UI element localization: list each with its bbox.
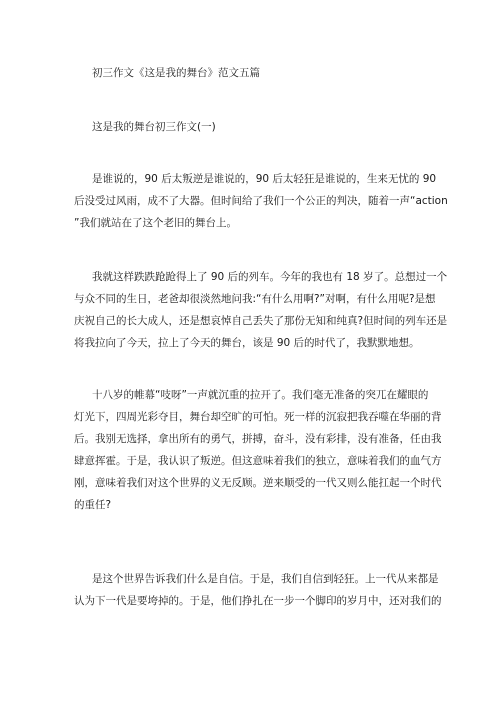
- paragraph-line: 后没受过风雨，成不了大器。但时间给了我们一个公正的判决，随着一声“action: [74, 195, 448, 207]
- paragraph-line: 肆意挥霍。于是，我认识了叛逆。但这意味着我们的独立，意味着我们的血气方: [74, 455, 442, 467]
- paragraph-line: 十八岁的帷幕“吱呀”一声就沉重的拉开了。我们毫无准备的突兀在耀眼的: [92, 389, 429, 401]
- paragraph-line: 灯光下，四周光彩夺目，舞台却空旷的可怕。死一样的沉寂把我吞噬在华丽的背: [74, 411, 442, 423]
- paragraph-line: 的重任?: [74, 499, 112, 511]
- paragraph-line: 后。我别无选择，拿出所有的勇气，拼搏，奋斗，没有彩排，没有准备，任由我: [74, 433, 442, 445]
- paragraph-1: [74, 168, 448, 234]
- paragraph-line: 是这个世界告诉我们什么是自信。于是，我们自信到轻狂。上一代从来都是: [92, 573, 439, 585]
- paragraph-line: 认为下一代是要垮掉的。于是，他们挣扎在一步一个脚印的岁月中，还对我们的: [74, 595, 442, 607]
- paragraph-line: 庆祝自己的长大成人，还是想哀悼自己丢失了那份无知和纯真?但时间的列车还是: [74, 315, 448, 327]
- paragraph-2: [74, 266, 448, 354]
- paragraph-line: 我就这样跌跌跄跄得上了 90 后的列车。今年的我也有 18 岁了。总想过一个: [92, 271, 448, 283]
- document-title: 初三作文《这是我的舞台》范文五篇: [92, 67, 260, 79]
- paragraph-4: [74, 568, 442, 612]
- paragraph-3: [74, 384, 442, 516]
- paragraph-line: 与众不同的生日，老爸却很淡然地问我:“有什么用啊?”对啊，有什么用呢?是想: [74, 293, 436, 305]
- paragraph-line: 将我拉向了今天，拉上了今天的舞台，该是 90 后的时代了，我默默地想。: [74, 337, 420, 349]
- section-heading: 这是我的舞台初三作文(一): [92, 121, 216, 133]
- paragraph-line: 是谁说的，90 后太叛逆是谁说的，90 后太轻狂是谁说的，生来无忧的 90: [92, 173, 437, 185]
- paragraph-line: ”我们就站在了这个老旧的舞台上。: [74, 217, 237, 229]
- paragraph-line: 刚，意味着我们对这个世界的义无反顾。逆来顺受的一代又则么能扛起一个时代: [74, 477, 442, 489]
